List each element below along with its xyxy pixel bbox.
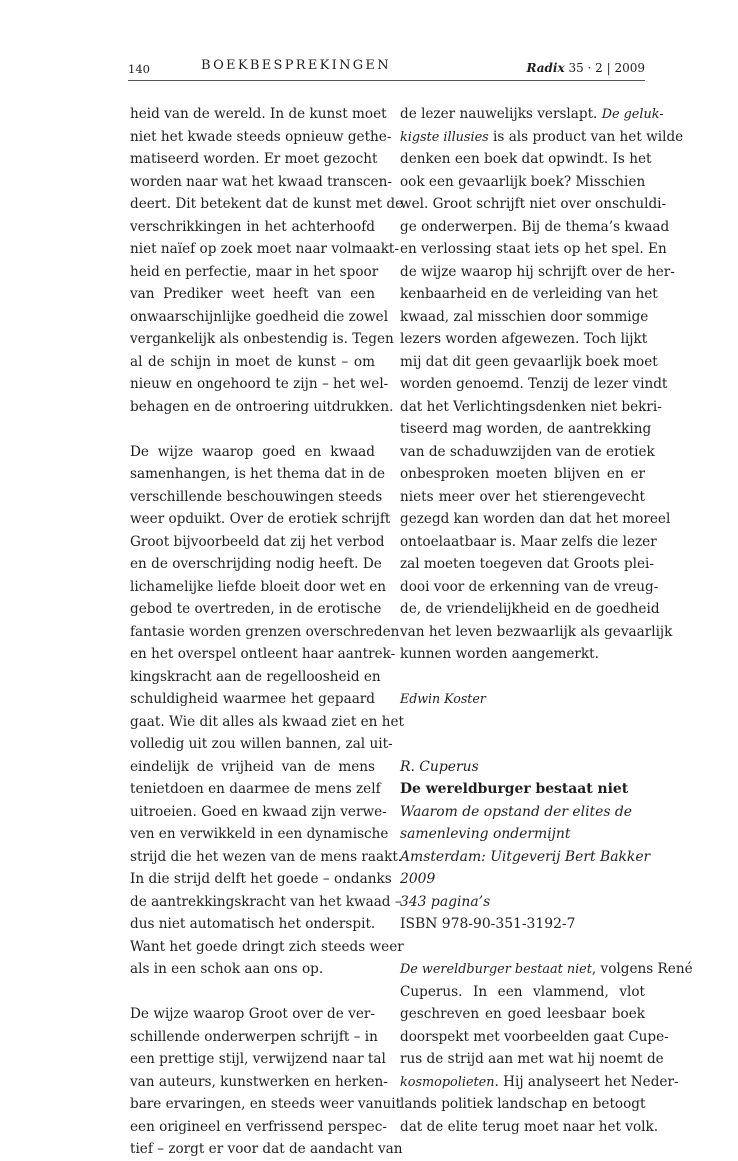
page-number: 140	[128, 62, 150, 76]
text-line: deert. Dit betekent dat de kunst met de	[130, 196, 404, 212]
text-line: ven en verwikkeld in een dynamische	[130, 826, 389, 842]
journal-info	[526, 61, 645, 75]
text-line: strijd die het wezen van de mens raakt.	[130, 848, 403, 865]
text-run: de lezer nauwelijks verslapt.	[400, 106, 598, 122]
text-line: lezers worden afgewezen. Toch lijkt	[400, 331, 648, 347]
paragraph-1	[130, 103, 404, 418]
text-line: eindelijk de vrijheid van de mens	[130, 758, 375, 775]
book-title-reference: De wereldburger bestaat niet	[400, 962, 592, 977]
text-line: tiseerd mag worden, de aantrekking	[400, 421, 652, 437]
text-line: kwaad, zal misschien door sommige	[400, 308, 649, 325]
text-line: lichamelijke liefde bloeit door wet en	[130, 578, 387, 595]
reviewer-signature: Edwin Koster	[400, 691, 486, 706]
text-line: schillende onderwerpen schrijft – in	[130, 1028, 378, 1045]
text-line: en verlossing staat iets op het spel. En	[400, 241, 667, 257]
text-run: . Hij analyseert het Neder-	[494, 1073, 679, 1090]
text-line: fantasie worden grenzen overschreden	[130, 623, 400, 640]
text-line: bare ervaringen, en steeds weer vanuit	[130, 1096, 402, 1112]
text-line: ontoelaatbaar is. Maar zelfs die lezer	[400, 533, 657, 550]
text-line: behagen en de ontroering uitdrukken.	[130, 398, 394, 415]
text-line: van het leven bezwaarlijk als gevaarlijk	[400, 623, 673, 640]
text-line	[400, 103, 664, 126]
paragraph-gap	[400, 733, 645, 756]
text-line: niet naïef op zoek moet naar volmaakt-	[130, 241, 399, 257]
paragraph-gap	[130, 981, 375, 1004]
paragraph-gap	[400, 936, 645, 959]
text-line: De wijze waarop Groot over de ver-	[130, 1006, 375, 1022]
text-line: als in een schok aan ons op.	[130, 961, 324, 977]
text-line: heid en perfectie, maar in het spoor	[130, 263, 379, 280]
text-line: In die strijd delft het goede – ondanks	[130, 871, 392, 887]
text-line: de, de vriendelijkheid en de goedheid	[400, 601, 660, 617]
text-line: volledig uit zou willen bannen, zal uit-	[130, 736, 393, 752]
paragraph-gap	[130, 418, 375, 441]
text-line: tief – zorgt er voor dat de aandacht van	[130, 1141, 403, 1157]
text-line: gaat. Wie dit alles als kwaad ziet en het	[130, 713, 405, 730]
text-line	[400, 1071, 679, 1094]
text-line: niet het kwade steeds opnieuw gethe-	[130, 128, 392, 145]
text-line: dooi voor de erkenning van de vreug-	[400, 578, 659, 595]
text-line: verschillende beschouwingen steeds	[130, 488, 383, 505]
text-line: onbesproken moeten blijven en er	[400, 466, 645, 482]
text-line: al de schijn in moet de kunst – om	[130, 353, 375, 370]
text-line: wel. Groot schrijft niet over onschuldi-	[400, 196, 667, 212]
text-line: geschreven en goed leesbaar boek	[400, 1006, 645, 1022]
text-line: schuldigheid waarmee het gepaard	[130, 691, 375, 707]
text-line: Cuperus. In een vlammend, vlot	[400, 983, 645, 1000]
text-line: niets meer over het stierengevecht	[400, 488, 645, 505]
text-line: gezegd kan worden dan dat het moreel	[400, 511, 671, 527]
text-line: tenietdoen en daarmee de mens zelf	[130, 781, 381, 797]
book-title-reference: De geluk-	[601, 107, 664, 122]
paragraph-3	[130, 1003, 403, 1161]
book-pages: 343 pagina’s	[400, 893, 491, 910]
text-line: kenbaarheid en de verleiding van het	[400, 286, 658, 302]
text-run: , volgens René	[591, 961, 693, 977]
text-line: de aantrekkingskracht van het kwaad –	[130, 893, 402, 910]
text-line: lands politiek landschap en betoogt	[400, 1096, 646, 1112]
text-line: een prettige stijl, verwijzend naar tal	[130, 1051, 386, 1067]
book-isbn: ISBN 978-90-351-3192-7	[400, 916, 576, 932]
text-line: mij dat dit geen gevaarlijk boek moet	[400, 353, 658, 370]
review-paragraph-end	[400, 103, 684, 666]
text-line: zal moeten toegeven dat Groots plei-	[400, 556, 654, 572]
book-subtitle: samenleving ondermijnt	[400, 826, 571, 842]
text-run: is als product van het wilde	[493, 128, 684, 145]
text-line: rus de strijd aan met wat hij noemt de	[400, 1051, 664, 1067]
text-line: ook een gevaarlijk boek? Misschien	[400, 173, 646, 190]
book-year: 2009	[400, 871, 436, 887]
book-subtitle: Waarom de opstand der elites de	[400, 803, 632, 820]
paragraph-2	[130, 441, 405, 981]
text-line: kingskracht aan de regelloosheid en	[130, 668, 381, 685]
text-line: van Prediker weet heeft van een	[130, 286, 375, 302]
book-info-block	[400, 756, 651, 936]
text-line: worden naar wat het kwaad transcen-	[130, 173, 392, 190]
text-line: dat de elite terug moet naar het volk.	[400, 1118, 659, 1135]
book-title-reference: kigste illusies	[400, 129, 489, 145]
paragraph-gap	[400, 666, 645, 689]
journal-name: Radix	[526, 61, 565, 75]
text-line: heid van de wereld. In de kunst moet	[130, 106, 387, 122]
text-line	[400, 958, 693, 981]
paragraph-gap	[400, 711, 645, 734]
text-line: en het overspel ontleent haar aantrek-	[130, 646, 396, 662]
text-line: worden genoemd. Tenzij de lezer vindt	[400, 376, 668, 392]
text-line: en de overschrijding nodig heeft. De	[130, 556, 382, 572]
text-line: ge onderwerpen. Bij de thema’s kwaad	[400, 218, 670, 235]
text-line: onwaarschijnlijke goedheid die zowel	[130, 308, 389, 325]
term-reference: kosmopolieten	[400, 1074, 495, 1090]
text-line: matiseerd worden. Er moet gezocht	[130, 151, 378, 167]
text-line: Groot bijvoorbeeld dat zij het verbod	[130, 533, 385, 550]
book-author: R. Cuperus	[400, 758, 479, 775]
text-line: samenhangen, is het thema dat in de	[130, 466, 386, 482]
text-line: Want het goede dringt zich steeds weer	[130, 938, 404, 955]
text-line: kunnen worden aangemerkt.	[400, 646, 599, 662]
text-line: doorspekt met voorbeelden gaat Cupe-	[400, 1028, 669, 1045]
text-line: De wijze waarop goed en kwaad	[130, 443, 375, 460]
text-line: denken een boek dat opwindt. Is het	[400, 151, 652, 167]
text-line: weer opduikt. Over de erotiek schrijft	[130, 511, 391, 527]
text-line: dat het Verlichtingsdenken niet bekri-	[400, 398, 662, 415]
book-publisher: Amsterdam: Uitgeverij Bert Bakker	[400, 848, 651, 865]
text-line: van de schaduwzijden van de erotiek	[400, 443, 655, 460]
left-column	[130, 103, 405, 1161]
text-line: gebod te overtreden, in de erotische	[130, 601, 382, 617]
text-line: van auteurs, kunstwerken en herken-	[130, 1073, 388, 1090]
running-header	[128, 58, 645, 81]
book-title: De wereldburger bestaat niet	[400, 781, 629, 797]
text-line: een origineel en verfrissend perspec-	[130, 1118, 387, 1135]
text-line: de wijze waarop hij schrijft over de her-	[400, 263, 675, 280]
section-title: BOEKBESPREKINGEN	[201, 58, 391, 73]
journal-issue: 35 · 2 | 2009	[568, 61, 645, 75]
text-line	[400, 126, 684, 149]
text-line: vergankelijk als onbestendig is. Tegen	[130, 331, 394, 347]
text-line: dus niet automatisch het onderspit.	[130, 916, 376, 932]
text-line: uitroeien. Goed en kwaad zijn verwe-	[130, 803, 387, 820]
text-line: verschrikkingen in het achterhoofd	[130, 218, 375, 235]
text-line: nieuw en ongehoord te zijn – het wel-	[130, 376, 389, 392]
review-paragraph-start	[400, 958, 693, 1138]
right-column	[400, 103, 693, 1138]
